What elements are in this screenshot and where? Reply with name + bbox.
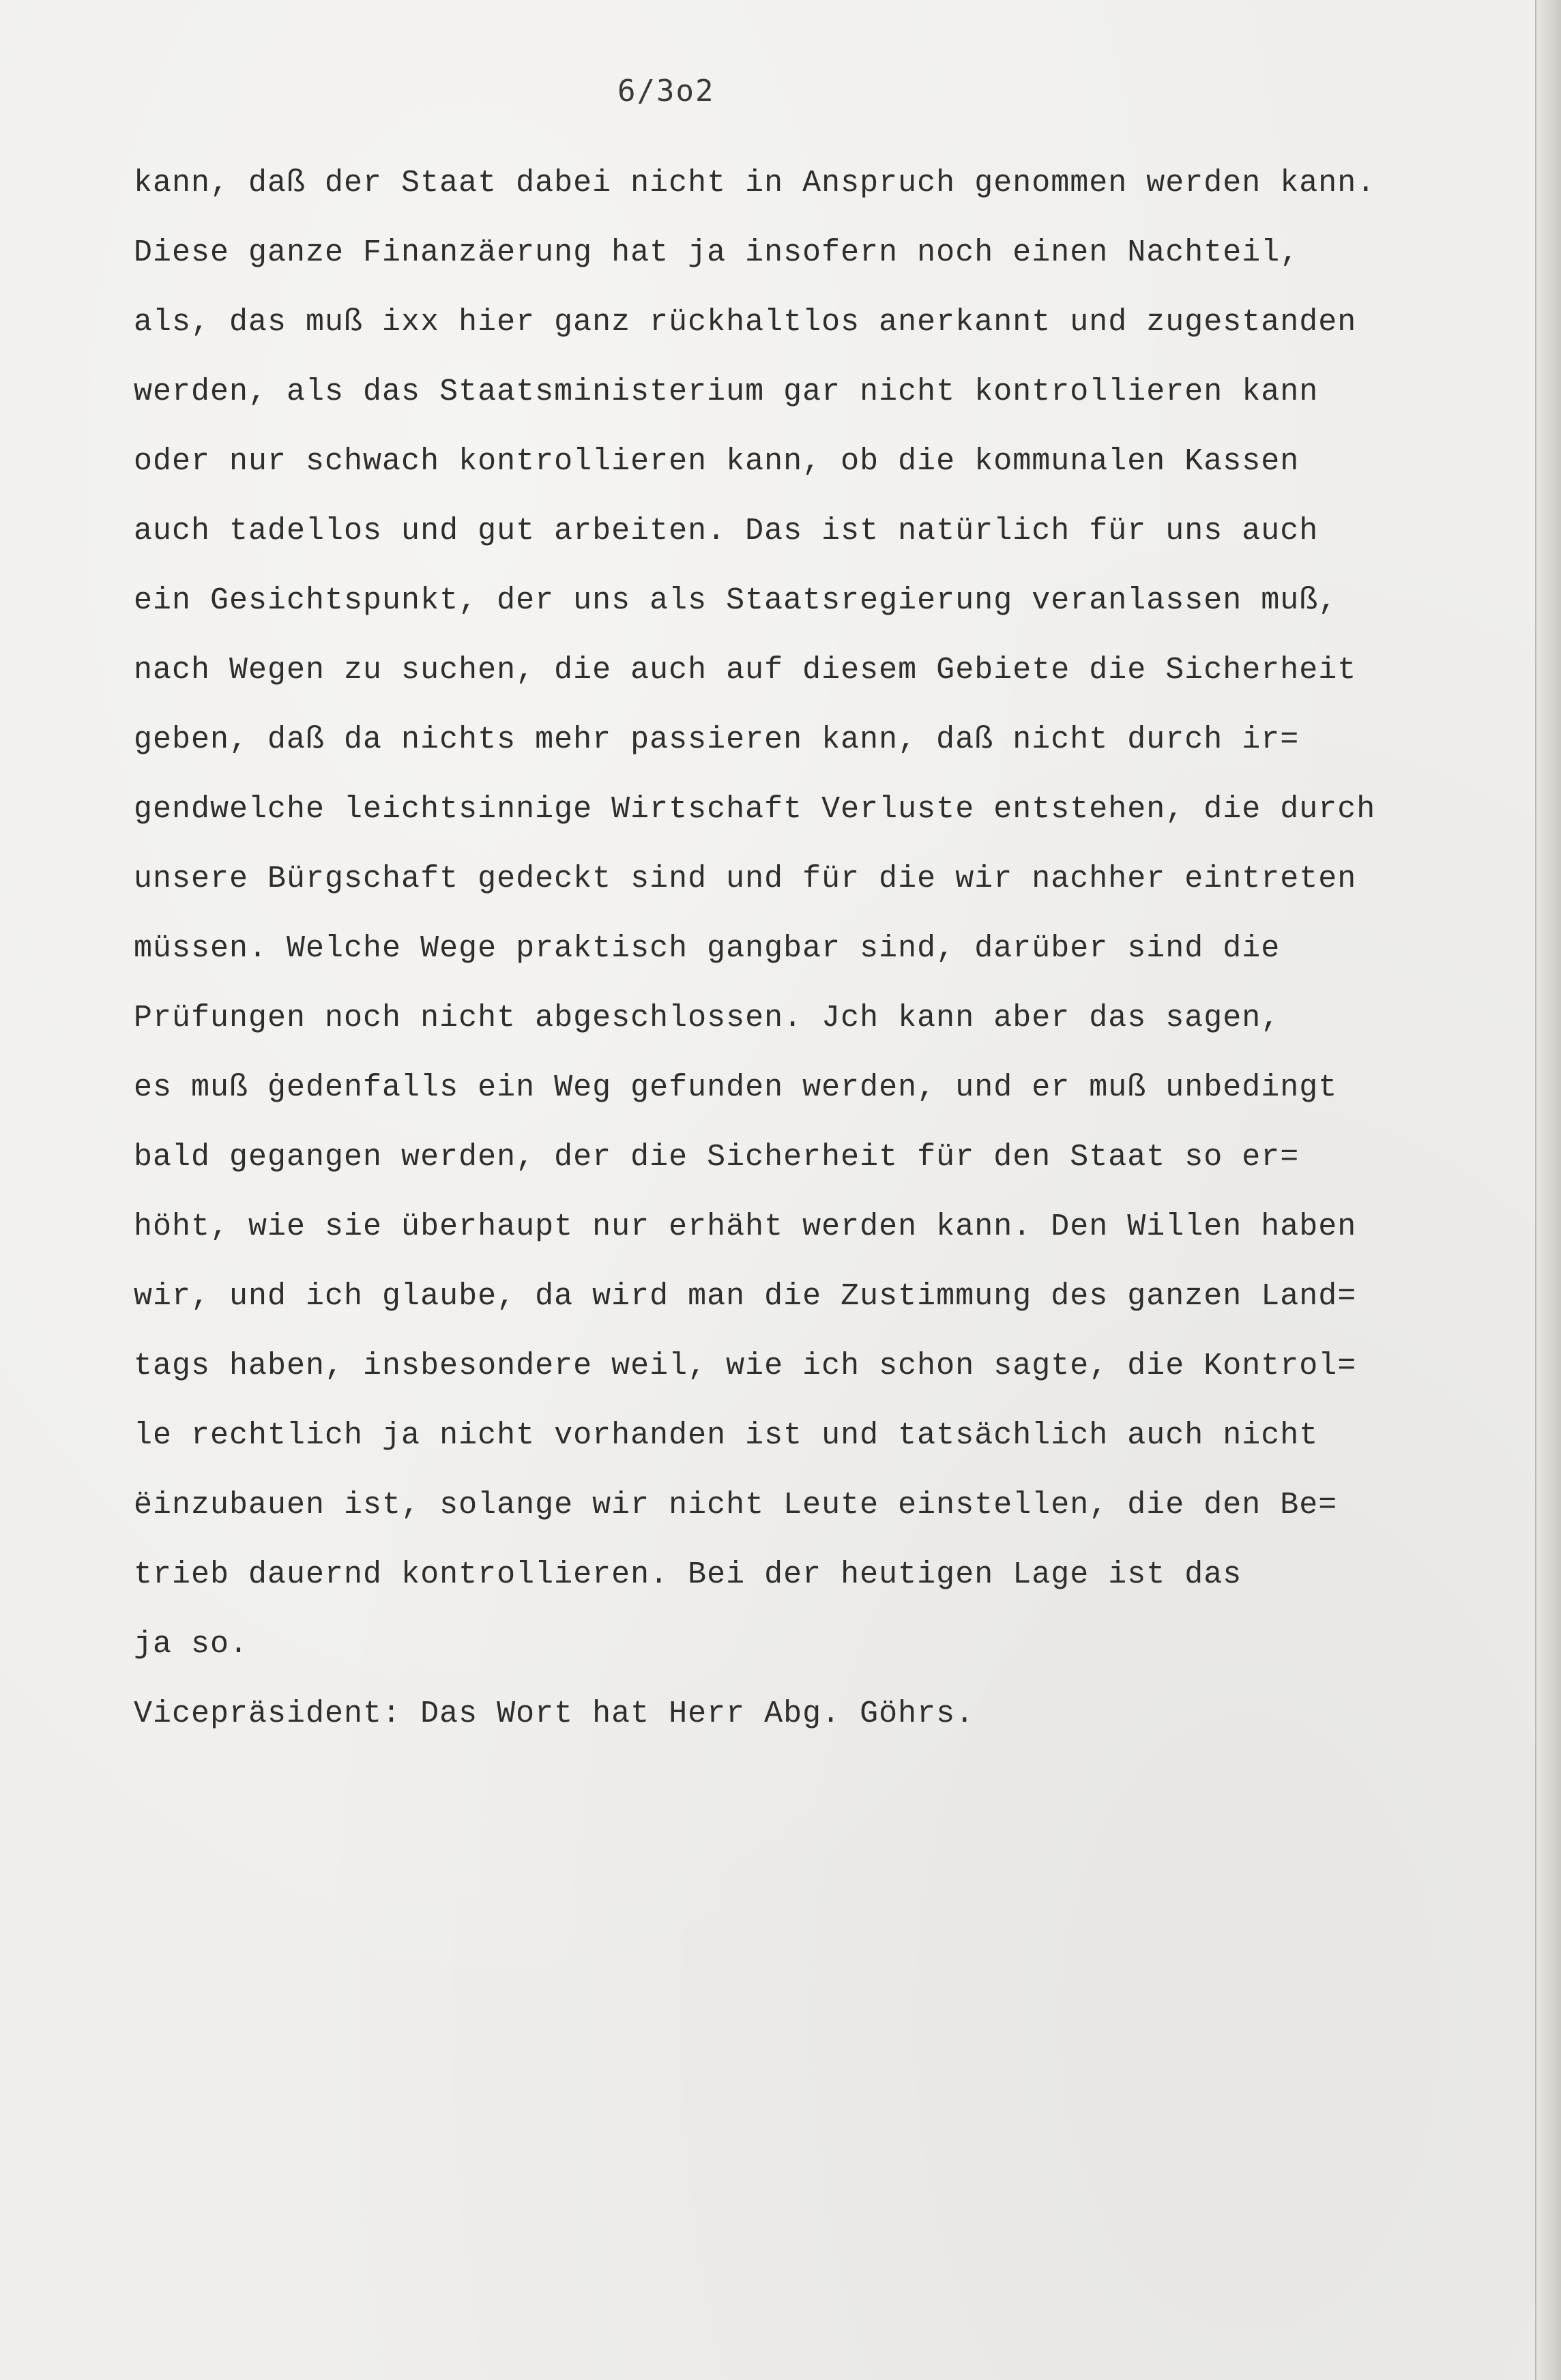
document-body — [134, 149, 1532, 1749]
text-line: es muß ġedenfalls ein Weg gefunden werden, und er muß unbedingt — [134, 1070, 1338, 1105]
text-line: trieb dauernd kontrollieren. Bei der heutigen Lage ist das — [134, 1557, 1242, 1592]
text-line: unsere Bürgschaft gedeckt sind und für die wir nachher eintreten — [134, 862, 1357, 896]
text-line: bald gegangen werden, der die Sicherheit für den Staat so er= — [134, 1140, 1300, 1175]
text-line: le rechtlich ja nicht vorhanden ist und tatsächlich auch nicht — [134, 1418, 1319, 1453]
text-line: wir, und ich glaube, da wird man die Zustimmung des ganzen Land= — [134, 1279, 1357, 1314]
text-line: ëinzubauen ist, solange wir nicht Leute einstellen, die den Be= — [134, 1488, 1338, 1523]
text-line: ein Gesichtspunkt, der uns als Staatsregierung veranlassen muß, — [134, 583, 1338, 618]
text-line: geben, daß da nichts mehr passieren kann, daß nicht durch ir= — [134, 722, 1300, 757]
text-line: oder nur schwach kontrollieren kann, ob die kommunalen Kassen — [134, 444, 1300, 479]
text-line: gendwelche leichtsinnige Wirtschaft Verluste entstehen, die durch — [134, 792, 1376, 827]
text-line: nach Wegen zu suchen, die auch auf diesem Gebiete die Sicherheit — [134, 653, 1357, 688]
text-line: Diese ganze Finanzäerung hat ja insofern noch einen Nachteil, — [134, 235, 1300, 270]
text-line: werden, als das Staatsministerium gar nicht kontrollieren kann — [134, 374, 1319, 409]
paper-edge — [1535, 0, 1561, 2380]
text-line: als, das muß ixx hier ganz rückhaltlos anerkannt und zugestanden — [134, 305, 1357, 340]
text-line: Prüfungen noch nicht abgeschlossen. Jch kann aber das sagen, — [134, 1001, 1281, 1035]
text-line: kann, daß der Staat dabei nicht in Anspruch genommen werden kann. — [134, 166, 1376, 201]
text-line: tags haben, insbesondere weil, wie ich schon sagte, die Kontrol= — [134, 1349, 1357, 1383]
speaker-line: Vicepräsident: Das Wort hat Herr Abg. Göhrs. — [134, 1696, 975, 1731]
text-line: müssen. Welche Wege praktisch gangbar sind, darüber sind die — [134, 931, 1281, 966]
text-line: auch tadellos und gut arbeiten. Das ist natürlich für uns auch — [134, 514, 1319, 548]
page-number: 6/3o2 — [617, 74, 715, 108]
text-line: ja so. — [134, 1627, 249, 1662]
text-line: höht, wie sie überhaupt nur erhäht werden kann. Den Willen haben — [134, 1209, 1357, 1244]
